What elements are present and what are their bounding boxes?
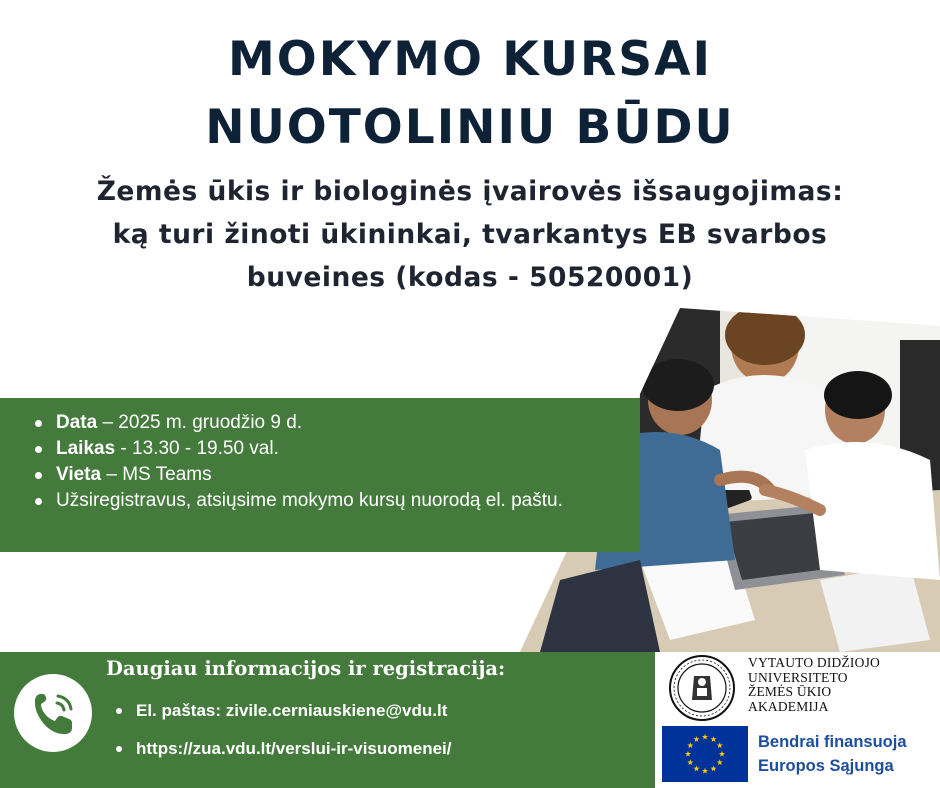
eu-cofunding-logo <box>662 726 940 784</box>
eu-star <box>702 734 708 740</box>
university-logo <box>662 654 940 722</box>
university-line1: VYTAUTO DIDŽIOJO <box>748 655 880 670</box>
detail-date <box>32 410 592 436</box>
eu-star <box>717 742 723 748</box>
contact-heading: Daugiau informacijos ir registracija: <box>106 657 506 680</box>
eu-line2: Europos Sąjunga <box>758 757 894 775</box>
eu-star <box>693 736 699 742</box>
subtitle-line1: Žemės ūkis ir biologinės įvairovės išsaugojimas: <box>96 176 844 207</box>
detail-place-label: Vieta <box>56 464 102 485</box>
university-seal-icon <box>666 654 738 722</box>
university-line2: UNIVERSITETO <box>748 669 848 685</box>
university-line4: AKADEMIJA <box>748 698 829 714</box>
subtitle-line3: buveines (kodas - 50520001) <box>246 262 694 293</box>
eu-line1: Bendrai finansuoja <box>758 733 907 751</box>
university-name <box>748 656 880 714</box>
detail-registration-note <box>32 488 592 514</box>
detail-date-label: Data <box>56 412 98 433</box>
eu-flag-icon <box>662 726 748 782</box>
detail-time-value: - 13.30 - 19.50 val. <box>115 438 279 459</box>
university-line3: ŽEMĖS ŪKIO <box>748 684 832 699</box>
registration-note-text: Užsiregistravus, atsiųsime mokymo kursų nuorodą el. paštu. <box>56 490 563 511</box>
eu-star <box>710 736 716 742</box>
contact-email[interactable]: El. paštas: zivile.cerniauskiene@vdu.lt <box>116 698 452 736</box>
page-title-line1: MOKYMO KURSAI <box>228 32 712 87</box>
phone-icon <box>14 674 92 752</box>
contact-url[interactable]: https://zua.vdu.lt/verslui-ir-visuomenei/ <box>116 736 452 774</box>
eu-star <box>687 742 693 748</box>
course-details-list <box>32 410 592 514</box>
eu-star <box>719 751 725 757</box>
detail-time <box>32 436 592 462</box>
contact-list <box>116 698 452 774</box>
detail-place <box>32 462 592 488</box>
eu-star <box>710 766 716 772</box>
eu-star <box>685 751 691 757</box>
subtitle-line2: ką turi žinoti ūkininkai, tvarkantys EB svarbos <box>112 219 828 250</box>
eu-star <box>702 768 708 774</box>
eu-star <box>687 759 693 765</box>
eu-cofunding-text <box>758 730 907 778</box>
course-subtitle <box>40 170 900 299</box>
detail-date-value: – 2025 m. gruodžio 9 d. <box>97 412 303 433</box>
page-title-line2: NUOTOLINIU BŪDU <box>205 100 735 155</box>
eu-star <box>717 759 723 765</box>
detail-place-value: – MS Teams <box>101 464 212 485</box>
eu-star <box>693 766 699 772</box>
detail-time-label: Laikas <box>56 438 116 459</box>
